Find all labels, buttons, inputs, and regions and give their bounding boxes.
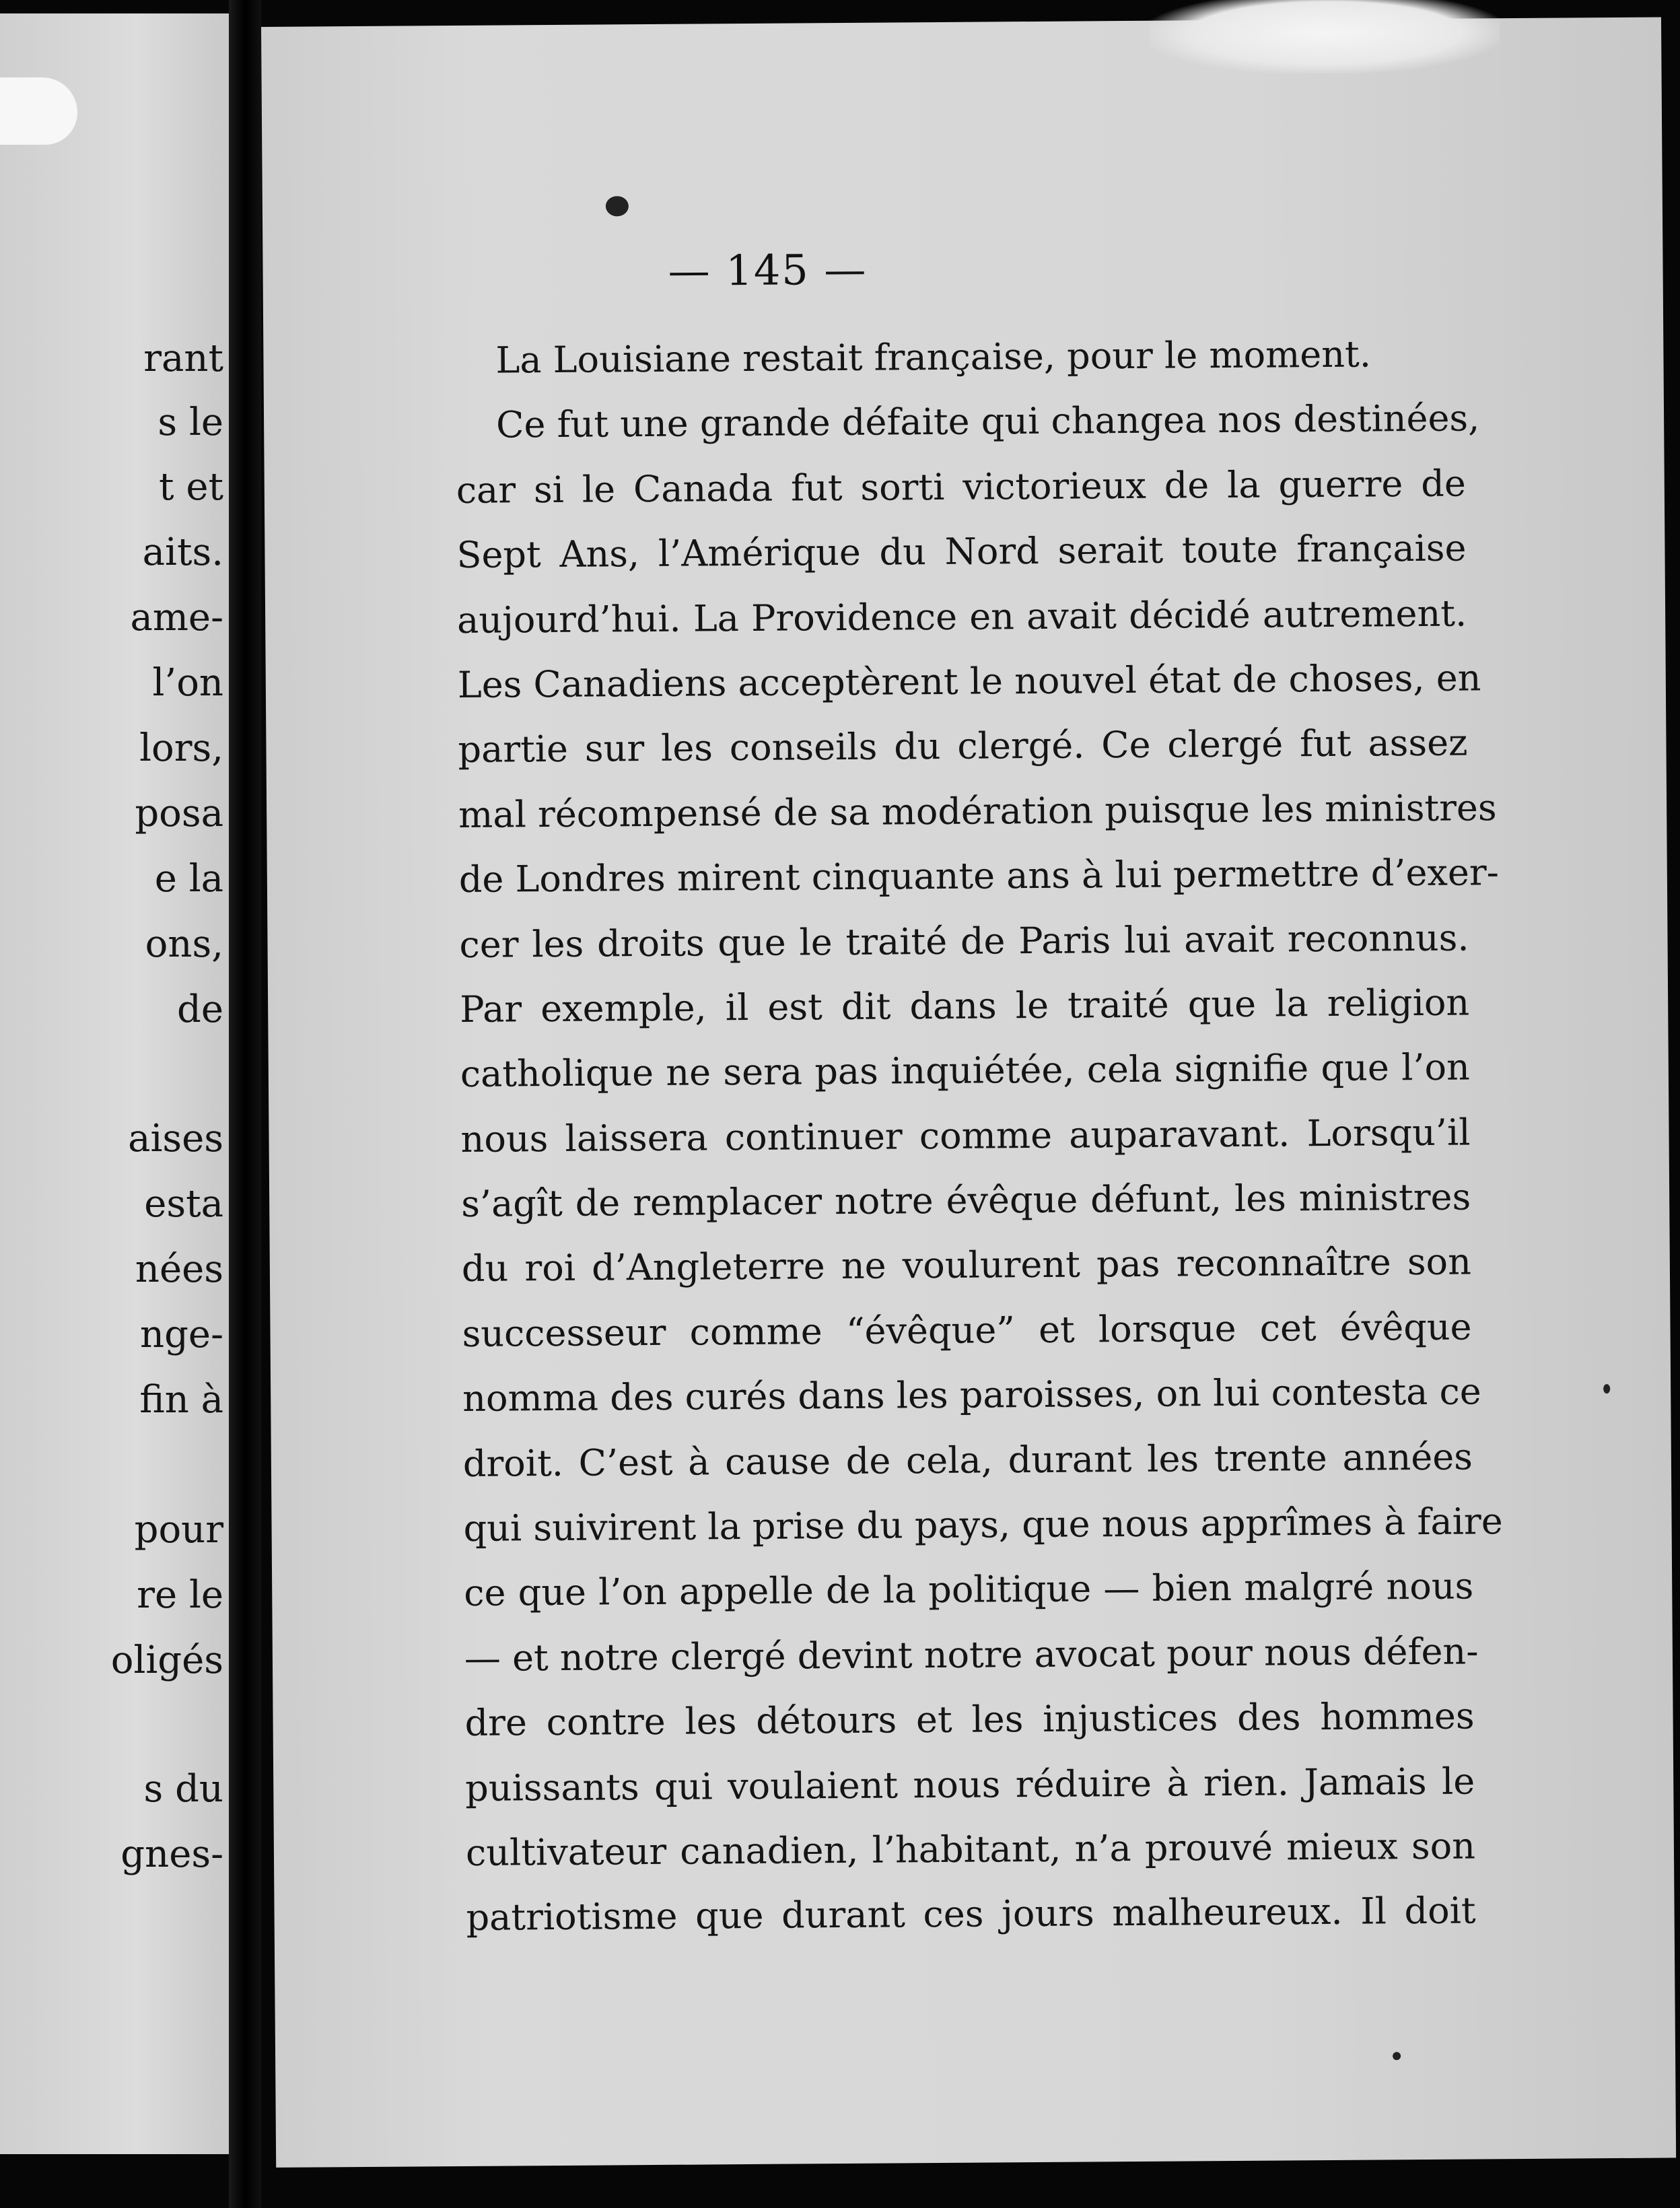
- text-line: cer les droits que le traité de Paris lui avait reconnus.: [459, 916, 1469, 966]
- text-line: Ce fut une grande défaite qui changea nos destinées,: [495, 396, 1480, 446]
- text-line: dre contre les détours et les injustices des hommes: [464, 1694, 1475, 1745]
- left-page-line: ame-: [130, 596, 223, 640]
- text-line: aujourd’hui. La Providence en avait décidé autrement.: [456, 592, 1467, 642]
- text-line: Par exemple, il est dit dans le traité que la religion: [459, 981, 1470, 1031]
- left-page-line: de: [177, 988, 223, 1031]
- text-line: partie sur les conseils du clergé. Ce clergé fut assez: [458, 721, 1468, 771]
- text-line: successeur comme “évêque” et lorsque cet évêque: [462, 1305, 1472, 1355]
- ink-blot: [0, 77, 77, 145]
- book-gutter: [229, 0, 261, 2208]
- text-line: catholique ne sera pas inquiétée, cela signifie que l’on: [460, 1045, 1471, 1096]
- left-page-line: re le: [137, 1573, 223, 1617]
- left-page-line: aits.: [142, 530, 223, 574]
- left-page-line: pour: [134, 1508, 223, 1552]
- left-page-line: fin à: [139, 1378, 223, 1422]
- page-number: — 145 —: [668, 244, 868, 296]
- text-line: — et notre clergé devint notre avocat pour nous défen-: [464, 1630, 1479, 1680]
- text-line: puissants qui voulaient nous réduire à rien. Jamais le: [465, 1760, 1475, 1809]
- text-line: du roi d’Angleterre ne voulurent pas reconnaître son: [461, 1240, 1472, 1290]
- text-line: de Londres mirent cinquante ans à lui permettre d’exer-: [458, 851, 1500, 901]
- left-page-line: esta: [144, 1182, 223, 1226]
- left-page-line: nge-: [140, 1313, 223, 1356]
- left-page-fragment: [0, 13, 229, 2154]
- text-line: car si le Canada fut sorti victorieux de la guerre de: [456, 462, 1466, 512]
- specks: [1603, 1384, 1610, 1393]
- text-line: La Louisiane restait française, pour le moment.: [495, 333, 1372, 382]
- page-body-text: [455, 322, 1503, 1951]
- text-line: s’agît de remplacer notre évêque défunt, les ministres: [460, 1175, 1471, 1226]
- left-page-line: ons,: [145, 922, 223, 966]
- left-page-line: oligés: [110, 1638, 223, 1682]
- text-line: ce que l’on appelle de la politique — bien malgré nous: [464, 1564, 1474, 1615]
- specks: [1393, 2052, 1401, 2060]
- left-page-line: l’on: [152, 661, 223, 705]
- left-page-line: gnes-: [120, 1832, 223, 1876]
- paper-damage: [1150, 0, 1500, 75]
- left-page-line: e la: [154, 857, 223, 901]
- text-line: qui suivirent la prise du pays, que nous apprîmes à faire: [463, 1500, 1503, 1550]
- specks: [606, 196, 629, 216]
- left-page-line: posa: [135, 792, 223, 835]
- text-line: nous laissera continuer comme auparavant. Lorsqu’il: [460, 1111, 1471, 1161]
- text-line: droit. C’est à cause de cela, durant les trente années: [462, 1435, 1473, 1485]
- left-page-line: s le: [158, 401, 223, 444]
- main-page: [261, 17, 1676, 2167]
- left-page-line: t et: [159, 465, 223, 509]
- text-line: cultivateur canadien, l’habitant, n’a prouvé mieux son: [465, 1824, 1476, 1874]
- text-line: Sept Ans, l’Amérique du Nord serait toute française: [456, 526, 1467, 577]
- left-page-line: nées: [135, 1247, 223, 1291]
- left-page-line: rant: [143, 337, 223, 380]
- left-page-line: aises: [128, 1117, 223, 1161]
- text-line: Les Canadiens acceptèrent le nouvel état de choses, en: [457, 656, 1481, 706]
- text-line: patriotisme que durant ces jours malheureux. Il doit: [466, 1889, 1476, 1939]
- left-page-line: lors,: [139, 726, 223, 770]
- text-line: mal récompensé de sa modération puisque les ministres: [458, 786, 1497, 836]
- text-line: nomma des curés dans les paroisses, on lui contesta ce: [462, 1370, 1481, 1420]
- left-page-line: s du: [143, 1767, 223, 1811]
